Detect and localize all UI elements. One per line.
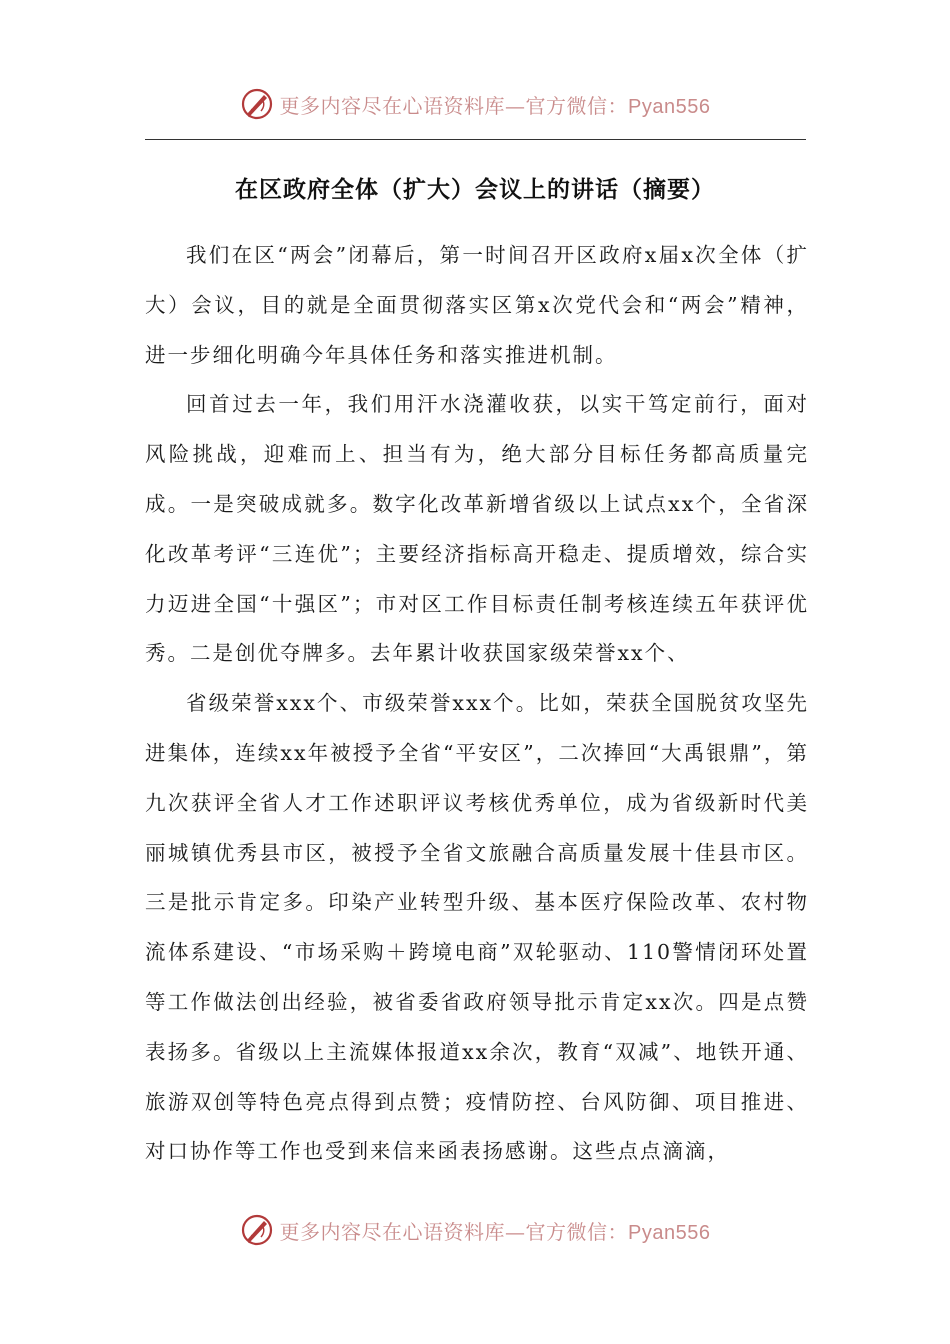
header-watermark-banner: [0, 82, 950, 126]
header-watermark-text: 更多内容尽在心语资料库—官方微信：Pyan556: [279, 93, 711, 118]
header-wechat-id: Pyan556: [628, 95, 711, 118]
paragraph-3: 省级荣誉xxx个、市级荣誉xxx个。比如，荣获全国脱贫攻坚先进集体，连续xx年被授予全省“平安区”，二次捧回“大禹银鼎”，第九次获评全省人才工作述职评议考核优秀单位，成为省级新时代美丽城镇优秀县市区，被授予全省文旅融合高质量发展十佳县市区。三是批示肯定多。印染产业转型升级、基本医疗保险改革、农村物流体系建设、“市场采购＋跨境电商”双轮驱动、110警情闭环处置等工作做法创出经验，被省委省政府领导批示肯定xx次。四是点赞表扬多。省级以上主流媒体报道xx余次，教育“双减”、地铁开通、旅游双创等特色亮点得到点赞；疫情防控、台风防御、项目推进、对口协作等工作也受到来信来函表扬感谢。这些点点滴滴，: [145, 691, 809, 1164]
quill-logo-icon: [240, 87, 274, 121]
footer-watermark-text: 更多内容尽在心语资料库—官方微信：Pyan556: [279, 1219, 711, 1244]
quill-logo-icon: [240, 1213, 274, 1247]
footer-watermark-banner: [0, 1208, 950, 1252]
document-body: [145, 231, 809, 1177]
paragraph-2: 回首过去一年，我们用汗水浇灌收获，以实干笃定前行，面对风险挑战，迎难而上、担当有为，绝大部分目标任务都高质量完成。一是突破成就多。数字化改革新增省级以上试点xx个，全省深化改革考评“三连优”；主要经济指标高开稳走、提质增效，综合实力迈进全国“十强区”；市对区工作目标责任制考核连续五年获评优秀。二是创优夺牌多。去年累计收获国家级荣誉xx个、: [145, 392, 809, 666]
header-divider: [145, 139, 806, 140]
paragraph-1: 我们在区“两会”闭幕后，第一时间召开区政府x届x次全体（扩大）会议，目的就是全面贯彻落实区第x次党代会和“两会”精神，进一步细化明确今年具体任务和落实推进机制。: [145, 243, 809, 367]
footer-wechat-id: Pyan556: [628, 1221, 711, 1244]
document-title: 在区政府全体（扩大）会议上的讲话（摘要）: [235, 176, 715, 203]
